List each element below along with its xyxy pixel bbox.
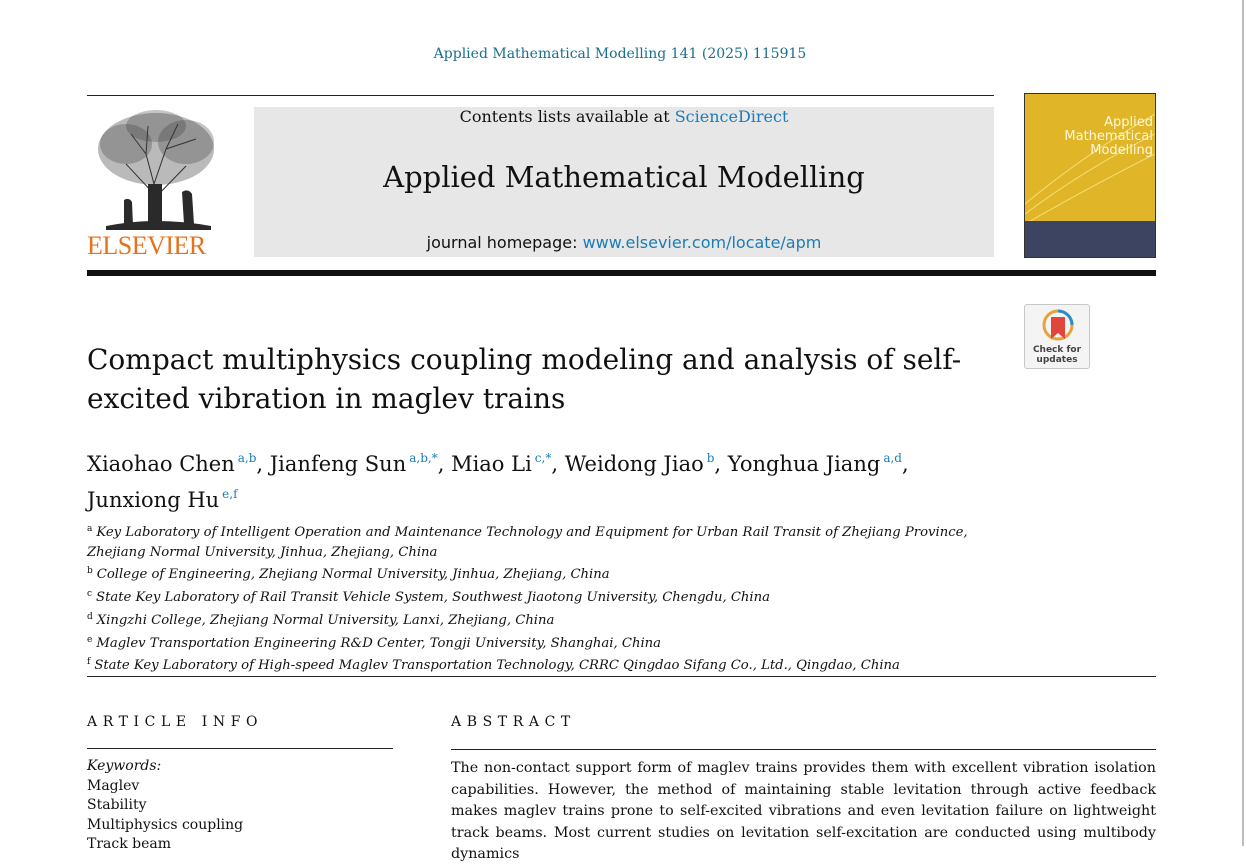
- author-name: Yonghua Jiang: [727, 452, 881, 476]
- author-affiliation-marks[interactable]: a,b,*: [409, 451, 438, 465]
- abstract-text: The non-contact support form of maglev trains provides them with excellent vibration isolation capabilities. However, the method of maintaining stable levitation through active feedback makes maglev trains prone to self-excited vibrations and even levitation failure on lightweight track beams. Most current studies on levitation self-excitation are conducted using multibody dynamics: [451, 760, 1156, 862]
- keyword-item: Track beam: [87, 836, 172, 853]
- author-name: Junxiong Hu: [87, 488, 220, 512]
- affiliation-mark: a: [87, 524, 93, 534]
- check-for-updates-button[interactable]: [1024, 304, 1090, 369]
- contents-prefix: Contents lists available at: [459, 107, 675, 126]
- journal-reference[interactable]: [0, 46, 1240, 62]
- author-list: Xiaohao Chen $^{a,b}$, Jianfeng Sun $^{a,b,*}$, Miao Li $^{c,*}$, Weidong Jiao $^b$, Yonghua Jiang $^{a,d}$, Junxiong Hu $^{e,f}$: [87, 451, 909, 512]
- author[interactable]: [87, 488, 238, 512]
- affiliation-text: Xingzhi College, Zhejiang Normal University, Lanxi, Zhejiang, China: [96, 612, 555, 628]
- check-for-updates-label: Check for updates: [1032, 345, 1082, 365]
- abstract-rule: [451, 749, 1156, 750]
- journal-title: Applied Mathematical Modelling: [383, 160, 865, 194]
- viewer-edge: [1242, 0, 1244, 846]
- affiliation-item: [87, 585, 1007, 608]
- journal-cover[interactable]: [1024, 93, 1156, 258]
- author-affiliation-marks[interactable]: a,b: [237, 451, 257, 465]
- author-affiliation-marks[interactable]: a,d: [883, 451, 902, 465]
- sciencedirect-link[interactable]: ScienceDirect: [674, 107, 789, 126]
- article-info-heading: ARTICLE INFO: [87, 714, 264, 730]
- affiliation-text: Maglev Transportation Engineering R&D Center, Tongji University, Shanghai, China: [96, 635, 662, 651]
- author[interactable]: [728, 452, 902, 476]
- affiliation-mark: c: [87, 589, 93, 600]
- affiliation-mark: e: [87, 634, 93, 645]
- journal-homepage-line: [254, 233, 994, 252]
- affiliation-mark: f: [87, 657, 91, 668]
- affiliation-item: [87, 608, 1007, 631]
- cover-title: Applied Mathematical Modelling: [1064, 115, 1153, 158]
- affiliation-mark: b: [87, 566, 93, 577]
- affiliation-item: [87, 520, 1007, 562]
- author-name: Weidong Jiao: [564, 452, 704, 476]
- affiliation-item: [87, 631, 1007, 654]
- contents-available-line: [254, 107, 994, 126]
- homepage-link[interactable]: www.elsevier.com/locate/apm: [582, 233, 822, 252]
- affiliation-text: State Key Laboratory of Rail Transit Vehicle System, Southwest Jiaotong University, Chengdu, China: [96, 590, 771, 606]
- keywords-block: [87, 757, 393, 855]
- header-thick-rule: [87, 270, 1156, 276]
- affiliation-list: [87, 520, 1007, 676]
- keyword-item: Multiphysics coupling: [87, 816, 244, 833]
- bookmark-ribbon-icon: [1041, 309, 1075, 343]
- author-affiliation-marks[interactable]: c,*: [534, 451, 552, 465]
- author[interactable]: [270, 452, 438, 476]
- author-affiliation-marks[interactable]: b: [706, 451, 715, 465]
- section-divider: [87, 676, 1156, 677]
- author-name: Jianfeng Sun: [269, 452, 407, 476]
- author-affiliation-marks[interactable]: e,f: [222, 487, 238, 501]
- keywords-label: Keywords:: [87, 758, 162, 774]
- affiliation-item: [87, 653, 1007, 676]
- publisher-name: ELSEVIER: [87, 231, 206, 260]
- affiliation-text: Key Laboratory of Intelligent Operation and Maintenance Technology and Equipment for Urban Rail Transit of Zhejiang Province, Zhejiang Normal University, Jinhua, Zhejiang, China: [87, 525, 968, 560]
- keyword-item: Stability: [87, 797, 147, 814]
- affiliation-text: College of Engineering, Zhejiang Normal University, Jinhua, Zhejiang, China: [96, 567, 610, 583]
- journal-reference-text[interactable]: Applied Mathematical Modelling 141 (2025) 115915: [433, 46, 807, 62]
- author[interactable]: [87, 452, 256, 476]
- elsevier-wordmark: [87, 231, 206, 261]
- affiliation-mark: d: [87, 611, 93, 622]
- affiliation-text: State Key Laboratory of High-speed Maglev Transportation Technology, CRRC Qingdao Sifang Co., Ltd., Qingdao, China: [94, 658, 900, 674]
- affiliation-item: [87, 562, 1007, 585]
- article-title: Compact multiphysics coupling modeling and analysis of self-excited vibration in maglev trains: [87, 343, 962, 415]
- homepage-prefix: journal homepage:: [426, 233, 583, 252]
- abstract-heading: ABSTRACT: [451, 714, 576, 730]
- cover-bottom-band: [1025, 221, 1155, 257]
- author-name: Xiaohao Chen: [87, 452, 235, 476]
- article-info-rule: [87, 748, 393, 749]
- header-top-rule: [87, 95, 994, 96]
- author[interactable]: [565, 452, 715, 476]
- author[interactable]: [451, 452, 551, 476]
- author-name: Miao Li: [451, 452, 532, 476]
- keyword-item: Maglev: [87, 777, 140, 794]
